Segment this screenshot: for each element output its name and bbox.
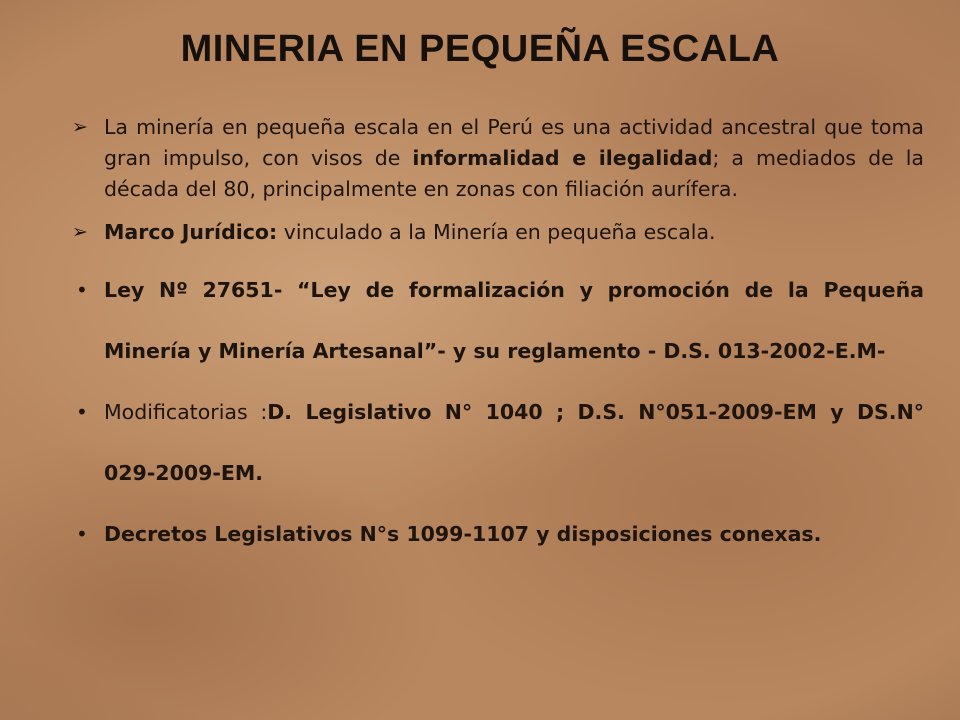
arrow-bullet-icon: ➢ — [72, 221, 88, 243]
bullet-ley-27651 — [72, 260, 924, 382]
slide-content — [72, 112, 924, 565]
dot-bullet-icon: • — [76, 522, 88, 546]
arrow-bullet-icon: ➢ — [72, 116, 88, 138]
bullet-text: Modificatorias : — [104, 400, 268, 424]
paragraph-text: vinculado a la Minería en pequeña escala. — [277, 220, 716, 244]
paragraph-bold-text: Marco Jurídico: — [104, 220, 278, 244]
paragraph-mineria-description — [72, 112, 924, 205]
bullet-bold-text: Ley Nº 27651- “Ley de formalización y promoción de la Pequeña Minería y Minería Artesanal”- y su reglamento - D.S. 013-2002-E.M- — [104, 278, 924, 363]
slide-title: MINERIA EN PEQUEÑA ESCALA — [180, 28, 780, 70]
dot-bullet-icon: • — [76, 400, 88, 424]
bullet-modificatorias — [72, 382, 924, 504]
paragraph-marco-juridico — [72, 217, 924, 248]
paragraph-text: La minería en pequeña escala en el Perú es una actividad ancestral que toma gran impulso, con visos de — [104, 115, 924, 170]
bullet-bold-text: Decretos Legislativos N°s 1099-1107 y disposiciones conexas. — [104, 522, 822, 546]
bullet-decretos-legislativos — [72, 504, 924, 565]
paragraph-text: ; a mediados de la década del 80, principalmente en zonas con filiación aurífera. — [104, 146, 924, 201]
bullet-bold-text: D. Legislativo N° 1040 ; D.S. N°051-2009-EM y DS.N° 029-2009-EM. — [104, 400, 924, 485]
dot-bullet-icon: • — [76, 278, 88, 302]
paragraph-bold-text: informalidad e ilegalidad — [412, 146, 713, 170]
